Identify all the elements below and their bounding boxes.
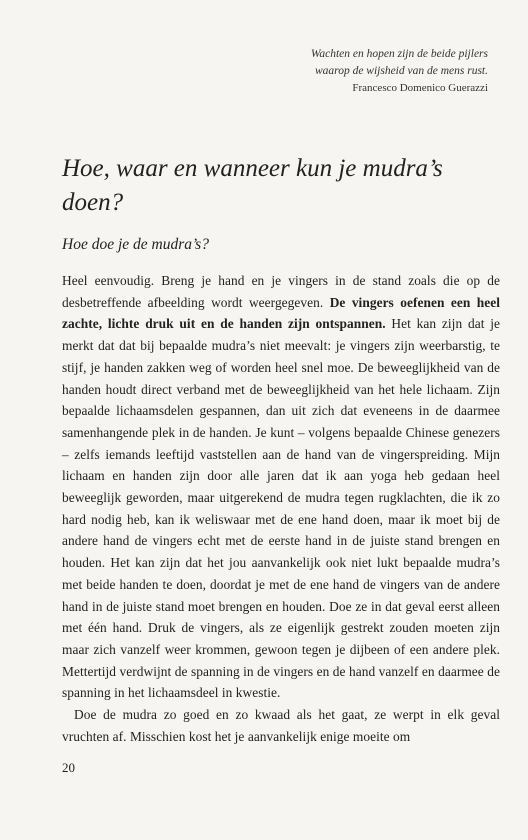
paragraph-2: Doe de mudra zo goed en zo kwaad als het gaat, ze werpt in elk geval vruchten af. Misschien kost het je aanvankelijk enige moeite om <box>62 707 500 744</box>
body-text <box>62 270 500 747</box>
section-title: Hoe doe je de mudra’s? <box>62 236 209 253</box>
paragraph-1 <box>62 270 500 704</box>
epigraph-quote-line-1: Wachten en hopen zijn de beide pijlers <box>310 48 488 60</box>
epigraph-quote-line-2: waarop de wijsheid van de mens rust. <box>314 65 488 77</box>
chapter-title: Hoe, waar en wanneer kun je mudra’s doen? <box>62 155 443 216</box>
paragraph-1-bold: De vingers oefenen een heel zachte, lichte druk uit en de handen zijn ontspannen. <box>62 294 500 332</box>
paragraph-1-intro: Heel eenvoudig. Breng je hand en je vingers in de stand zoals die op de desbetreffende afbeelding wordt weergegeven. <box>62 273 500 310</box>
page-number: 20 <box>62 760 75 775</box>
paragraph-1-rest: Het kan zijn dat je merkt dat dat bij bepaalde mudra’s niet meevalt: je vingers zijn weerbarstig, te stijf, je handen zakken weg of worden heel snel moe. De beweeglijkheid van de handen houdt direct verband met de beweeglijkheid van het hele lichaam. Zijn bepaalde lichaamsdelen gespannen, dan uit zich dat eveneens in de daarmee samenhangende plek in de handen. Je kunt – volgens bepaalde Chinese genezers – zelfs iemands leeftijd vaststellen aan de hand van de vingerspreiding. Mijn lichaam en handen zijn door alle jaren dat ik aan yoga heb gedaan heel beweeglijk geworden, maar uitgerekend de mudra tegen rugklachten, die ik zo hard nodig heb, kan ik weliswaar met de ene hand doen, maar ik moet bij de andere hand de vingers echt met de eerste hand in de juiste stand brengen en houden. Het kan zijn dat het jou aanvankelijk ook niet lukt bepaalde mudra’s met beide handen te doen, doordat je met de ene hand de vingers van de andere hand in de juiste stand moet brengen en houden. Doe ze in dat geval eerst alleen met één hand. Druk de vingers, als ze eigenlijk gestrekt zouden moeten zijn maar zich vanzelf weer krommen, gewoon tegen je dijbeen of een andere plek. Mettertijd verdwijnt de spanning in de vingers en de hand vanzelf en daarmee de spanning in het lichaamsdeel in kwestie. <box>62 316 500 701</box>
epigraph <box>188 46 488 97</box>
epigraph-author: Francesco Domenico Guerazzi <box>352 82 488 94</box>
